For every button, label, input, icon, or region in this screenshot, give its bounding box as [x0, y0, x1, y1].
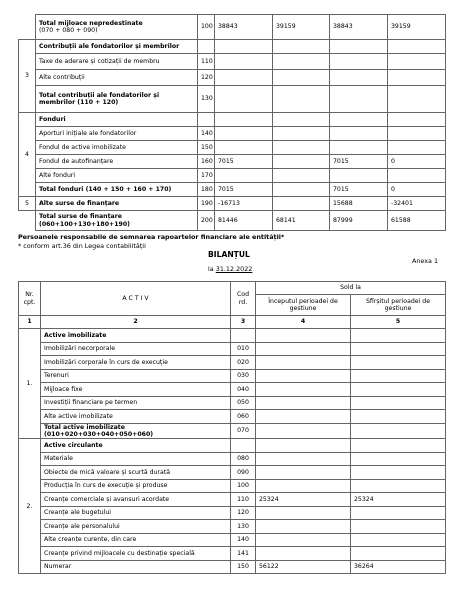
row-code: 090: [231, 466, 256, 480]
value-start: [256, 533, 351, 547]
section-number: 4: [19, 113, 36, 197]
legal-reference-note: * conform art.36 din Legea contabilității: [18, 242, 146, 250]
section-number: 5: [19, 197, 36, 211]
table-row: [19, 520, 446, 534]
value-end: 25324: [351, 493, 446, 507]
table-row: [19, 479, 446, 493]
value-start: [256, 369, 351, 383]
row-label: Fondul de active imobilizate: [36, 141, 198, 155]
row-label: Total contribuții ale fondatorilor și membrilor (110 + 120): [36, 86, 198, 113]
value-end: [351, 479, 446, 493]
row-label: Total active imobilizate (010+020+030+040+050+060): [41, 423, 231, 439]
row-code: 120: [231, 506, 256, 520]
table-row: [19, 70, 446, 86]
section-title: Active imobilizate: [41, 329, 231, 343]
table-row: [19, 54, 446, 70]
row-code: 190: [198, 197, 215, 211]
value-cell: 38843: [330, 15, 388, 40]
value-cell: [273, 155, 330, 169]
value-cell: 15688: [330, 197, 388, 211]
value-end: 36264: [351, 560, 446, 574]
balance-sheet-table: [18, 281, 446, 574]
value-cell: 38843: [215, 15, 273, 40]
value-start: [256, 396, 351, 410]
table-row: [19, 533, 446, 547]
row-label: Total mijloace nepredestinate (070 + 080 + 090): [36, 15, 198, 40]
table-row: [19, 113, 446, 127]
value-start: [256, 410, 351, 424]
row-code: 170: [198, 169, 215, 183]
row-code: 140: [231, 533, 256, 547]
row-code: 200: [198, 211, 215, 231]
row-label: Taxe de aderare și cotizații de membru: [36, 54, 198, 70]
table-row: [19, 452, 446, 466]
row-code: 060: [231, 410, 256, 424]
table-row: [19, 396, 446, 410]
value-start: [256, 423, 351, 439]
row-code: 040: [231, 383, 256, 397]
value-cell: 68141: [273, 211, 330, 231]
column-number-row: 1 2 3 4 5: [19, 316, 446, 329]
row-code: 150: [198, 141, 215, 155]
table-row: [19, 169, 446, 183]
value-cell: -16713: [215, 197, 273, 211]
value-cell: 0: [388, 155, 446, 169]
value-end: [351, 342, 446, 356]
value-cell: -32401: [388, 197, 446, 211]
row-label: Fonduri: [36, 113, 198, 127]
row-label: Investiții financiare pe termen: [41, 396, 231, 410]
table-row: [19, 211, 446, 231]
row-label: Creanțe ale bugetului: [41, 506, 231, 520]
row-label: Imobilizări necorporale: [41, 342, 231, 356]
row-label: Fondul de autofinanțare: [36, 155, 198, 169]
row-code: 110: [231, 493, 256, 507]
row-code: 130: [231, 520, 256, 534]
row-label: Contribuții ale fondatorilor și membrilor: [36, 40, 198, 54]
value-start: [256, 547, 351, 561]
row-code: 070: [231, 423, 256, 439]
annex-label: Anexa 1: [412, 257, 439, 265]
header-balance: Sold la: [256, 282, 446, 295]
value-end: [351, 396, 446, 410]
table-row: [19, 127, 446, 141]
row-code: 050: [231, 396, 256, 410]
row-label: Obiecte de mică valoare și scurtă durată: [41, 466, 231, 480]
row-label: Total fonduri (140 + 150 + 160 + 170): [36, 183, 198, 197]
row-label: Imobilizări corporale în curs de execuție: [41, 356, 231, 370]
row-label: Alte active imobilizate: [41, 410, 231, 424]
value-end: [351, 506, 446, 520]
signatories-note: Persoanele responsabile de semnarea rapoartelor financiare ale entității*: [18, 233, 285, 241]
value-cell: 7015: [215, 155, 273, 169]
value-start: [256, 452, 351, 466]
row-code: 100: [198, 15, 215, 40]
header-row: [19, 282, 446, 295]
table-row: [19, 383, 446, 397]
table-row: [19, 155, 446, 169]
value-cell: 87999: [330, 211, 388, 231]
header-nr: Nr. cpt.: [19, 282, 41, 316]
row-code: 130: [198, 86, 215, 113]
value-cell: 7015: [215, 183, 273, 197]
table-row: [19, 141, 446, 155]
row-label: Alte contribuții: [36, 70, 198, 86]
header-period-start: Începutul perioadei de gestiune: [256, 295, 351, 316]
table-row: [19, 560, 446, 574]
value-end: [351, 452, 446, 466]
sources-table: [18, 14, 446, 231]
table-row: [19, 369, 446, 383]
value-start: 25324: [256, 493, 351, 507]
section-header-row: [19, 329, 446, 343]
row-label: Producția în curs de execuție și produse: [41, 479, 231, 493]
value-start: [256, 383, 351, 397]
value-cell: 0: [388, 183, 446, 197]
header-period-end: Sfîrșitul perioadei de gestiune: [351, 295, 446, 316]
row-label: Total surse de finanțare (060+100+130+180+190): [36, 211, 198, 231]
row-code: 080: [231, 452, 256, 466]
row-code: 140: [198, 127, 215, 141]
row-code: 100: [231, 479, 256, 493]
row-label: Alte creanțe curente, din care: [41, 533, 231, 547]
table-row: [19, 197, 446, 211]
value-start: 56122: [256, 560, 351, 574]
balance-date: la 31.12.2022: [208, 265, 253, 273]
section-title: Active circulante: [41, 439, 231, 453]
table-row: [19, 356, 446, 370]
table-row: [19, 15, 446, 40]
table-row: [19, 423, 446, 439]
document-title: BILANȚUL: [208, 250, 250, 259]
row-label: Alte surse de finanțare: [36, 197, 198, 211]
value-end: [351, 423, 446, 439]
row-code: 120: [198, 70, 215, 86]
value-cell: 81446: [215, 211, 273, 231]
row-label: Terenuri: [41, 369, 231, 383]
value-cell: 39159: [388, 15, 446, 40]
row-label: Aporturi inițiale ale fondatorilor: [36, 127, 198, 141]
value-start: [256, 466, 351, 480]
row-label: Alte fonduri: [36, 169, 198, 183]
table-row: [19, 493, 446, 507]
section-number: 1.: [19, 329, 41, 439]
value-cell: [273, 197, 330, 211]
value-start: [256, 506, 351, 520]
value-end: [351, 520, 446, 534]
value-start: [256, 479, 351, 493]
row-label: Creanțe comerciale și avansuri acordate: [41, 493, 231, 507]
row-code: 141: [231, 547, 256, 561]
table-row: [19, 342, 446, 356]
row-code: 030: [231, 369, 256, 383]
section-number: 2.: [19, 439, 41, 574]
value-start: [256, 520, 351, 534]
balance-sheet-body: [19, 329, 446, 574]
header-activ: A C T I V: [41, 282, 231, 316]
section-number: 3: [19, 40, 36, 113]
value-cell: 39159: [273, 15, 330, 40]
row-code: 160: [198, 155, 215, 169]
value-end: [351, 383, 446, 397]
value-cell: 61588: [388, 211, 446, 231]
row-code: 010: [231, 342, 256, 356]
value-end: [351, 547, 446, 561]
row-label: Mijloace fixe: [41, 383, 231, 397]
row-code: 150: [231, 560, 256, 574]
table-row: [19, 86, 446, 113]
value-cell: 7015: [330, 183, 388, 197]
value-end: [351, 410, 446, 424]
value-end: [351, 466, 446, 480]
value-start: [256, 356, 351, 370]
row-label: Materiale: [41, 452, 231, 466]
header-code: Cod rd.: [231, 282, 256, 316]
row-label: Creanțe privind mijloacele cu destinație specială: [41, 547, 231, 561]
table-row: [19, 410, 446, 424]
section-header-row: [19, 439, 446, 453]
row-label: Numerar: [41, 560, 231, 574]
value-cell: 7015: [330, 155, 388, 169]
row-label: Creanțe ale personalului: [41, 520, 231, 534]
value-cell: [273, 183, 330, 197]
value-start: [256, 342, 351, 356]
row-code: 020: [231, 356, 256, 370]
row-code: 110: [198, 54, 215, 70]
table-row: [19, 506, 446, 520]
table-row: [19, 183, 446, 197]
table-row: [19, 466, 446, 480]
table-row: [19, 40, 446, 54]
row-code: 180: [198, 183, 215, 197]
value-end: [351, 533, 446, 547]
value-end: [351, 369, 446, 383]
value-end: [351, 356, 446, 370]
table-row: [19, 547, 446, 561]
